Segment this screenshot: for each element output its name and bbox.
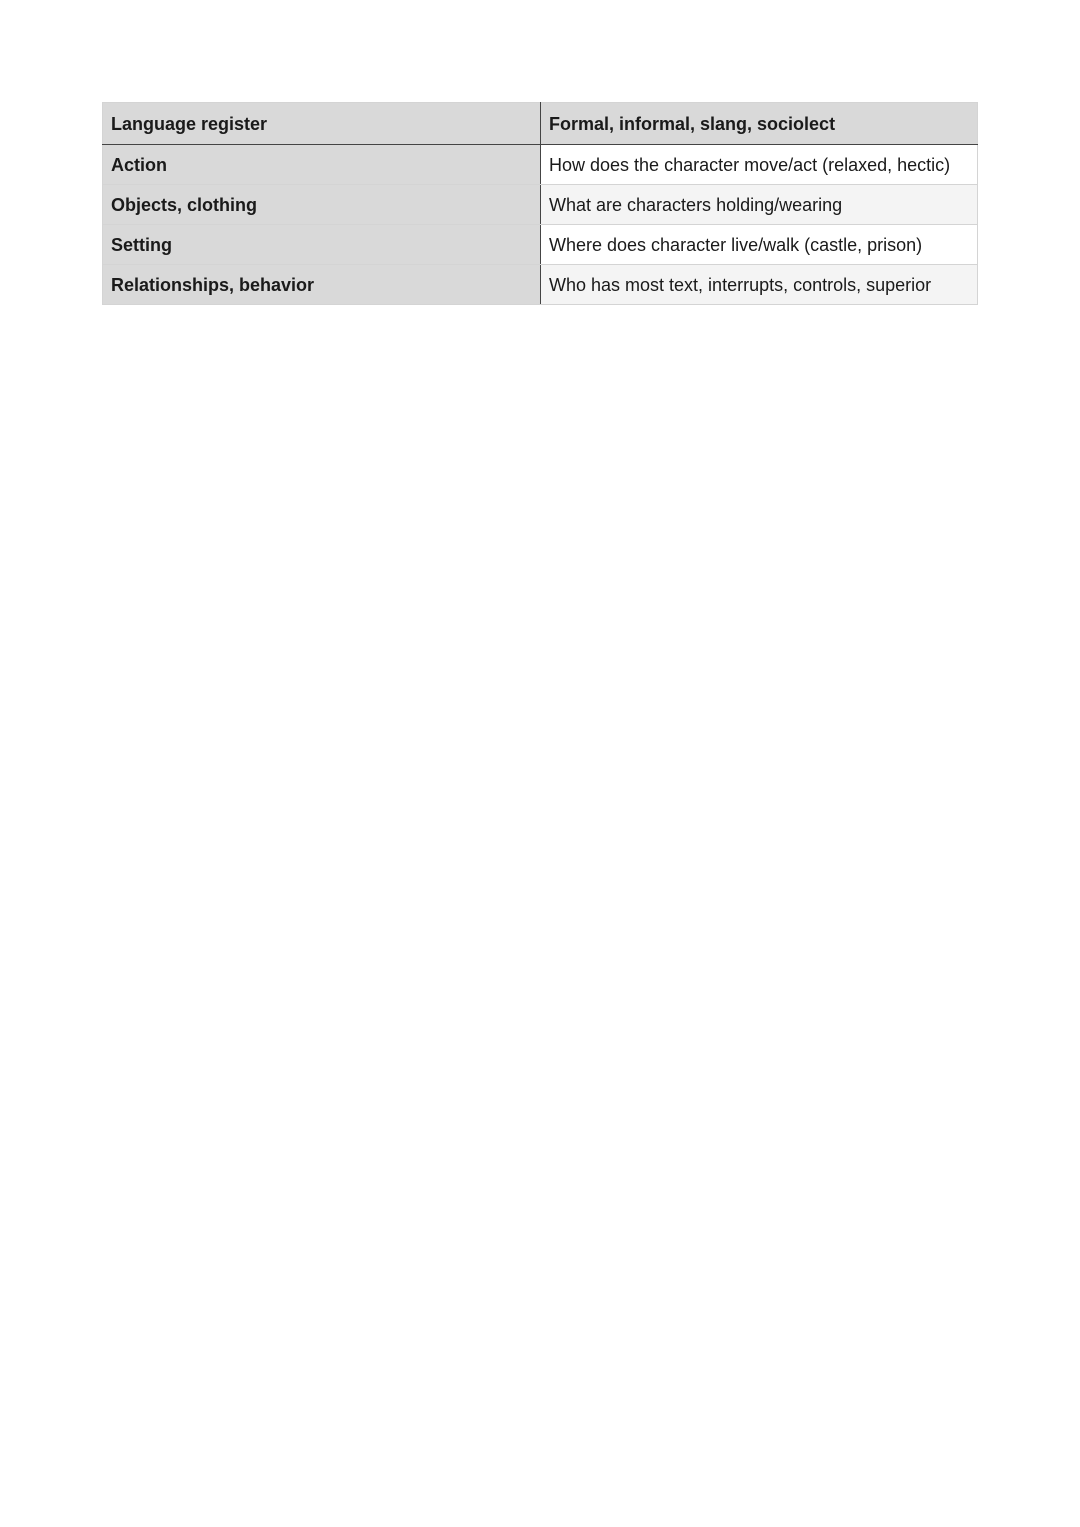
header-cell-right: Formal, informal, slang, sociolect <box>541 103 978 145</box>
row-label: Action <box>103 145 541 185</box>
table-row <box>103 225 978 265</box>
table-row <box>103 185 978 225</box>
table-row <box>103 145 978 185</box>
row-description: Where does character live/walk (castle, prison) <box>541 225 978 265</box>
table-row <box>103 265 978 305</box>
characterization-table <box>102 102 978 305</box>
row-label: Objects, clothing <box>103 185 541 225</box>
table-header-row <box>103 103 978 145</box>
header-cell-left: Language register <box>103 103 541 145</box>
row-description: How does the character move/act (relaxed, hectic) <box>541 145 978 185</box>
row-label: Setting <box>103 225 541 265</box>
row-label: Relationships, behavior <box>103 265 541 305</box>
row-description: What are characters holding/wearing <box>541 185 978 225</box>
row-description: Who has most text, interrupts, controls, superior <box>541 265 978 305</box>
